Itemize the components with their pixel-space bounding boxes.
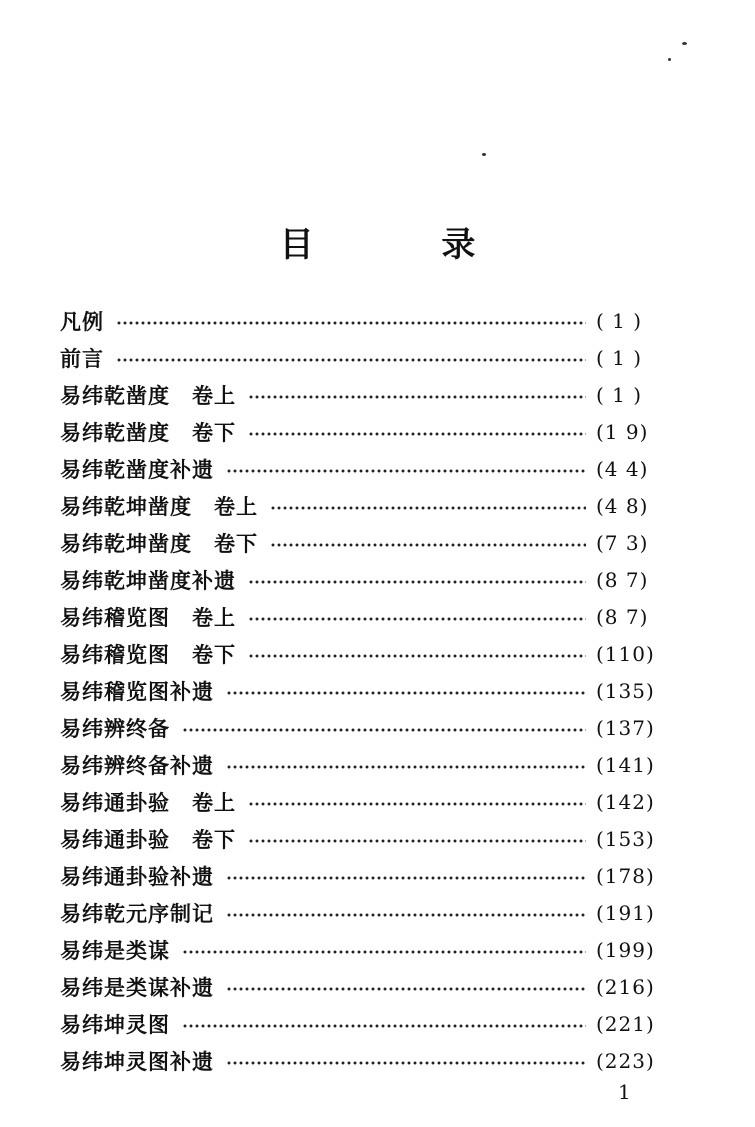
toc-entry-title: 前言 bbox=[60, 346, 104, 371]
toc-entry[interactable] bbox=[60, 1042, 660, 1079]
toc-entry-title: 易纬乾凿度 卷上 bbox=[60, 383, 236, 408]
toc-entry[interactable] bbox=[60, 598, 660, 635]
dot-leader bbox=[226, 1061, 586, 1065]
table-of-contents bbox=[60, 302, 660, 1079]
toc-entry[interactable] bbox=[60, 450, 660, 487]
toc-entry-page: (4 8) bbox=[596, 493, 649, 518]
toc-entry[interactable] bbox=[60, 487, 660, 524]
toc-entry[interactable] bbox=[60, 857, 660, 894]
toc-entry-page: (199) bbox=[596, 937, 655, 962]
toc-entry-title: 易纬乾坤凿度补遗 bbox=[60, 568, 236, 593]
toc-entry-title: 易纬稽览图补遗 bbox=[60, 679, 214, 704]
toc-entry-page: (223) bbox=[596, 1048, 655, 1073]
dot-leader bbox=[116, 321, 586, 325]
toc-entry-title: 易纬乾凿度补遗 bbox=[60, 457, 214, 482]
dot-leader bbox=[270, 506, 586, 510]
toc-entry-page: (216) bbox=[596, 974, 655, 999]
toc-entry[interactable] bbox=[60, 746, 660, 783]
toc-entry[interactable] bbox=[60, 302, 660, 339]
scan-speck bbox=[668, 58, 671, 61]
dot-leader bbox=[248, 395, 586, 399]
dot-leader bbox=[248, 432, 586, 436]
toc-entry-page: (153) bbox=[596, 826, 655, 851]
dot-leader bbox=[248, 617, 586, 621]
toc-entry-title: 易纬是类谋 bbox=[60, 938, 170, 963]
toc-entry[interactable] bbox=[60, 783, 660, 820]
dot-leader bbox=[248, 802, 586, 806]
toc-entry-page: (110) bbox=[596, 641, 655, 666]
toc-entry-title: 易纬通卦验 卷上 bbox=[60, 790, 236, 815]
toc-entry-page: (137) bbox=[596, 715, 655, 740]
dot-leader bbox=[248, 580, 586, 584]
toc-entry-title: 易纬稽览图 卷下 bbox=[60, 642, 236, 667]
dot-leader bbox=[182, 950, 586, 954]
dot-leader bbox=[226, 876, 586, 880]
toc-entry[interactable] bbox=[60, 820, 660, 857]
toc-entry-title: 易纬乾坤凿度 卷上 bbox=[60, 494, 258, 519]
toc-entry-page: (142) bbox=[596, 789, 655, 814]
dot-leader bbox=[248, 839, 586, 843]
toc-entry-title: 易纬通卦验补遗 bbox=[60, 864, 214, 889]
toc-entry-title: 易纬稽览图 卷上 bbox=[60, 605, 236, 630]
page-number: 1 bbox=[618, 1080, 631, 1104]
dot-leader bbox=[226, 913, 586, 917]
toc-entry-page: (135) bbox=[596, 678, 655, 703]
toc-entry-page: ( 1 ) bbox=[596, 382, 643, 407]
toc-entry-page: ( 1 ) bbox=[596, 345, 643, 370]
toc-entry-page: (1 9) bbox=[596, 419, 649, 444]
dot-leader bbox=[182, 1024, 586, 1028]
toc-entry-page: ( 1 ) bbox=[596, 308, 643, 333]
toc-entry[interactable] bbox=[60, 635, 660, 672]
toc-entry-page: (4 4) bbox=[596, 456, 649, 481]
toc-entry-title: 易纬乾元序制记 bbox=[60, 901, 214, 926]
toc-entry-title: 易纬坤灵图补遗 bbox=[60, 1049, 214, 1074]
toc-entry[interactable] bbox=[60, 931, 660, 968]
toc-entry-title: 易纬乾凿度 卷下 bbox=[60, 420, 236, 445]
toc-entry-title: 易纬通卦验 卷下 bbox=[60, 827, 236, 852]
toc-entry[interactable] bbox=[60, 672, 660, 709]
page-title: 目 录 bbox=[279, 225, 534, 265]
toc-entry-page: (221) bbox=[596, 1011, 655, 1036]
dot-leader bbox=[226, 765, 586, 769]
toc-entry-page: (178) bbox=[596, 863, 655, 888]
toc-entry-title: 易纬辨终备 bbox=[60, 716, 170, 741]
dot-leader bbox=[116, 358, 586, 362]
dot-leader bbox=[226, 987, 586, 991]
toc-entry-title: 易纬辨终备补遗 bbox=[60, 753, 214, 778]
toc-entry[interactable] bbox=[60, 413, 660, 450]
toc-entry[interactable] bbox=[60, 894, 660, 931]
dot-leader bbox=[226, 469, 586, 473]
toc-entry-title: 凡例 bbox=[60, 309, 104, 334]
dot-leader bbox=[226, 691, 586, 695]
toc-entry[interactable] bbox=[60, 709, 660, 746]
toc-entry[interactable] bbox=[60, 339, 660, 376]
toc-entry-page: (8 7) bbox=[596, 567, 649, 592]
toc-entry-title: 易纬坤灵图 bbox=[60, 1012, 170, 1037]
toc-entry-page: (8 7) bbox=[596, 604, 649, 629]
toc-entry-title: 易纬乾坤凿度 卷下 bbox=[60, 531, 258, 556]
toc-entry[interactable] bbox=[60, 968, 660, 1005]
dot-leader bbox=[270, 543, 586, 547]
scan-speck bbox=[482, 153, 486, 156]
toc-entry-page: (141) bbox=[596, 752, 655, 777]
toc-entry-page: (191) bbox=[596, 900, 655, 925]
dot-leader bbox=[182, 728, 586, 732]
toc-entry[interactable] bbox=[60, 524, 660, 561]
toc-entry[interactable] bbox=[60, 376, 660, 413]
dot-leader bbox=[248, 654, 586, 658]
toc-entry-page: (7 3) bbox=[596, 530, 649, 555]
toc-entry-title: 易纬是类谋补遗 bbox=[60, 975, 214, 1000]
scan-speck bbox=[682, 42, 687, 45]
toc-entry[interactable] bbox=[60, 561, 660, 598]
toc-entry[interactable] bbox=[60, 1005, 660, 1042]
